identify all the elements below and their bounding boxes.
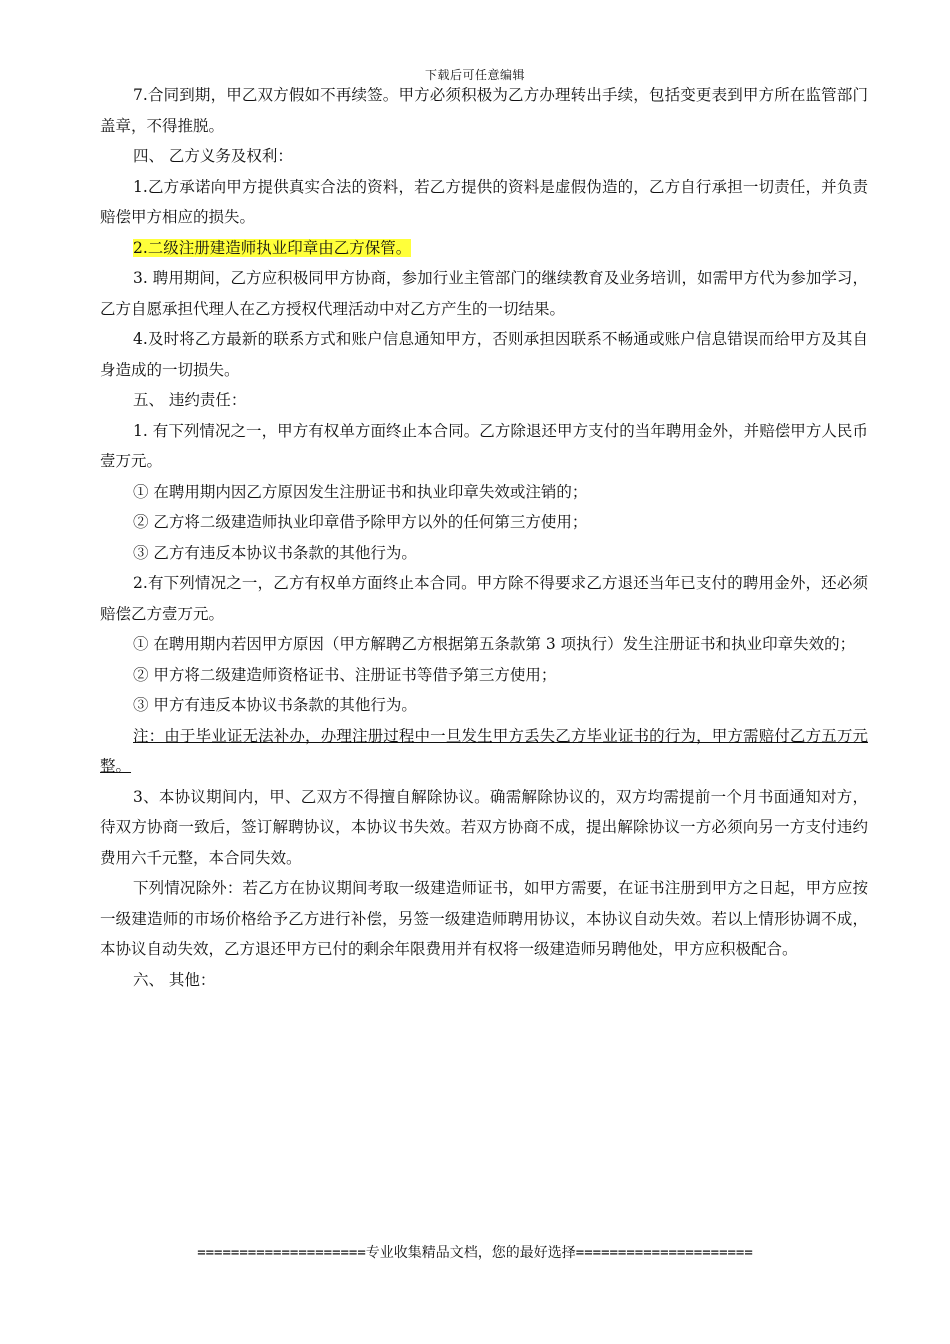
underlined-note: 注：由于毕业证无法补办，办理注册过程中一旦发生甲方丢失乙方毕业证书的行为，甲方需赔付乙方五万元整。 [100, 726, 868, 775]
paragraph-party-b-1: 1.乙方承诺向甲方提供真实合法的资料，若乙方提供的资料是虚假伪造的，乙方自行承担一切责任，并负责赔偿甲方相应的损失。 [100, 177, 868, 226]
list-item-breach-1b: ② 乙方将二级建造师执业印章借予除甲方以外的任何第三方使用； [133, 513, 588, 531]
highlighted-text: 2.二级注册建造师执业印章由乙方保管。 [133, 238, 412, 257]
section-heading-5: 五、 违约责任： [133, 391, 247, 409]
paragraph-breach-2: 2.有下列情况之一，乙方有权单方面终止本合同。甲方除不得要求乙方退还当年已支付的聘用金外，还必须赔偿乙方壹万元。 [100, 574, 868, 623]
list-item-breach-2c: ③ 甲方有违反本协议书条款的其他行为。 [133, 696, 417, 714]
paragraph-party-b-2 [100, 233, 868, 264]
page-footer: ====================专业收集精品文档，您的最好选择===================== [197, 1245, 753, 1261]
paragraph-contract-expiry: 7.合同到期，甲乙双方假如不再续签。甲方必须积极为乙方办理转出手续，包括变更表到甲方所在监管部门盖章，不得推脱。 [100, 86, 868, 135]
section-heading-6: 六、 其他： [133, 970, 216, 989]
list-item-breach-1a: ① 在聘用期内因乙方原因发生注册证书和执业印章失效或注销的； [133, 482, 588, 501]
paragraph-party-b-3: 3. 聘用期间，乙方应积极同甲方协商，参加行业主管部门的继续教育及业务培训，如需甲方代为参加学习，乙方自愿承担代理人在乙方授权代理活动中对乙方产生的一切结果。 [100, 269, 868, 318]
section-heading-4: 四、 乙方义务及权利： [133, 147, 293, 165]
list-item-breach-2b: ② 甲方将二级建造师资格证书、注册证书等借予第三方使用； [133, 665, 557, 684]
list-item-breach-1c: ③ 乙方有违反本协议书条款的其他行为。 [133, 543, 417, 562]
paragraph-note [100, 721, 868, 782]
paragraph-party-b-4: 4.及时将乙方最新的联系方式和账户信息通知甲方，否则承担因联系不畅通或账户信息错误而给甲方及其自身造成的一切损失。 [100, 330, 868, 379]
document-body [100, 80, 868, 995]
paragraph-exception: 下列情况除外：若乙方在协议期间考取一级建造师证书，如甲方需要，在证书注册到甲方之日起，甲方应按一级建造师的市场价格给予乙方进行补偿，另签一级建造师聘用协议，本协议自动失效。若以上情形协调不成，本协议自动失效，乙方退还甲方已付的剩余年限费用并有权将一级建造师另聘他处，甲方应积极配合。 [100, 879, 868, 958]
paragraph-breach-3: 3、本协议期间内，甲、乙双方不得擅自解除协议。确需解除协议的，双方均需提前一个月书面通知对方，待双方协商一致后，签订解聘协议，本协议书失效。若双方协商不成，提出解除协议一方必须向另一方支付违约费用六千元整，本合同失效。 [100, 787, 868, 867]
page-header-note: 下载后可任意编辑 [424, 68, 525, 82]
paragraph-breach-1: 1. 有下列情况之一，甲方有权单方面终止本合同。乙方除退还甲方支付的当年聘用金外，并赔偿甲方人民币壹万元。 [100, 421, 868, 470]
list-item-breach-2a: ① 在聘用期内若因甲方原因（甲方解聘乙方根据第五条款第 3 项执行）发生注册证书和执业印章失效的； [133, 635, 856, 653]
